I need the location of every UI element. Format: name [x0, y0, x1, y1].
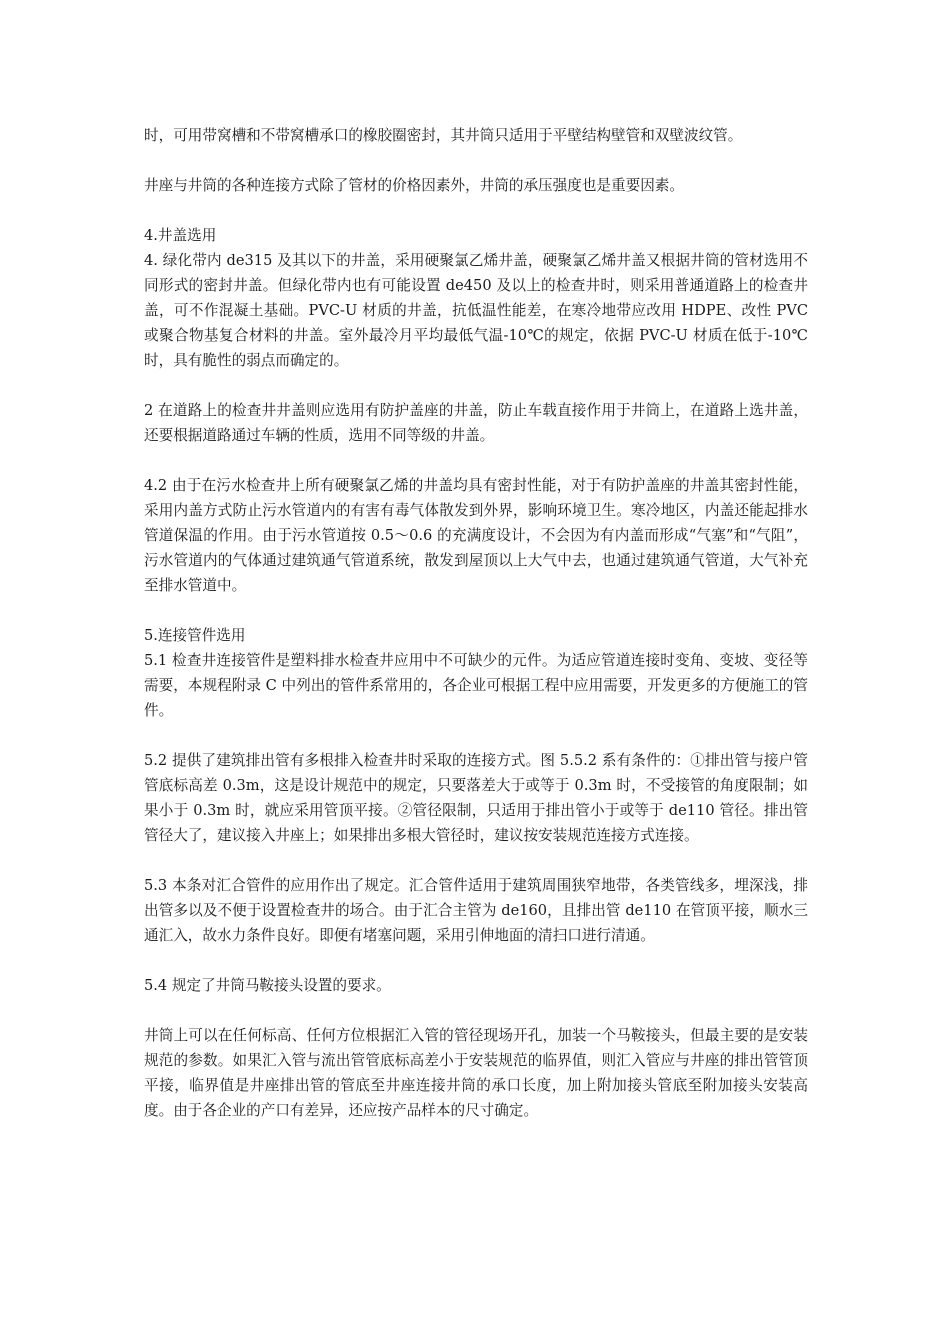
paragraph-4: 4. 绿化带内 de315 及其以下的井盖，采用硬聚氯乙烯井盖，硬聚氯乙烯井盖又根据井筒的管材选用不同形式的密封井盖。但绿化带内也有可能设置 de450 及以上的检查井时，则采用普通道路上的检查井盖，可不作混凝土基础。PVC-U 材质的井盖，抗低温性能差，在寒冷地带应改用 HDPE、改性 PVC 或聚合物基复合材料的井盖。室外最冷月平均最低气温-10℃的规定，依据 PVC-U 材质在低于-10℃时，具有脆性的弱点而确定的。: [144, 252, 808, 369]
paragraph-5-1: 5.1 检查井连接管件是塑料排水检查井应用中不可缺少的元件。为适应管道连接时变角、变坡、变径等需要，本规程附录 C 中列出的管件系常用的，各企业可根据工程中应用需要，开发更多的方便施工的管件。: [144, 652, 808, 719]
paragraph-5-4: 5.4 规定了井筒马鞍接头设置的要求。: [144, 977, 391, 994]
paragraph-5-3: 5.3 本条对汇合管件的应用作出了规定。汇合管件适用于建筑周围狭窄地带，各类管线多，埋深浅，排出管多以及不便于设置检查井的场合。由于汇合主管为 de160，且排出管 de110 在管顶平接，顺水三通汇入，故水力条件良好。即便有堵塞问题，采用引伸地面的清扫口进行清通。: [144, 877, 808, 944]
paragraph-seal-note: 时，可用带窝槽和不带窝槽承口的橡胶圈密封，其井筒只适用于平壁结构壁管和双壁波纹管。: [144, 127, 743, 144]
document-body: [144, 123, 808, 1123]
section-heading-fittings: 5.连接管件选用: [144, 627, 246, 644]
paragraph-4-2-road: 2 在道路上的检查井井盖则应选用有防护盖座的井盖，防止车载直接作用于井筒上，在道路上选井盖，还要根据道路通过车辆的性质，选用不同等级的井盖。: [144, 402, 808, 444]
paragraph-connection-factors: 井座与井筒的各种连接方式除了管材的价格因素外，井筒的承压强度也是重要因素。: [144, 177, 684, 194]
paragraph-5-2: 5.2 提供了建筑排出管有多根排入检查井时采取的连接方式。图 5.5.2 系有条件的：①排出管与接户管管底标高差 0.3m，这是设计规范中的规定，只要落差大于或等于 0.3m 时，不受接管的角度限制；如果小于 0.3m 时，就应采用管顶平接。②管径限制，只适用于排出管小于或等于 de110 管径。排出管管径大了，建议接入井座上；如果排出多根大管径时，建议按安装规范连接方式连接。: [144, 752, 808, 844]
paragraph-4-2: 4.2 由于在污水检查井上所有硬聚氯乙烯的井盖均具有密封性能，对于有防护盖座的井盖其密封性能，采用内盖方式防止污水管道内的有害有毒气体散发到外界，影响环境卫生。寒冷地区，内盖还能起排水管道保温的作用。由于污水管道按 0.5～0.6 的充满度设计，不会因为有内盖而形成“气塞”和“气阻”，污水管道内的气体通过建筑通气管道系统，散发到屋顶以上大气中去，也通过建筑通气管道，大气补充至排水管道中。: [144, 477, 808, 594]
paragraph-saddle-joint: 井筒上可以在任何标高、任何方位根据汇入管的管径现场开孔，加装一个马鞍接头，但最主要的是安装规范的参数。如果汇入管与流出管管底标高差小于安装规范的临界值，则汇入管应与井座的排出管管顶平接，临界值是井座排出管的管底至井座连接井筒的承口长度，加上附加接头管底至附加接头安装高度。由于各企业的产口有差异，还应按产品样本的尺寸确定。: [144, 1027, 808, 1119]
section-heading-well-cover: 4.井盖选用: [144, 227, 217, 244]
